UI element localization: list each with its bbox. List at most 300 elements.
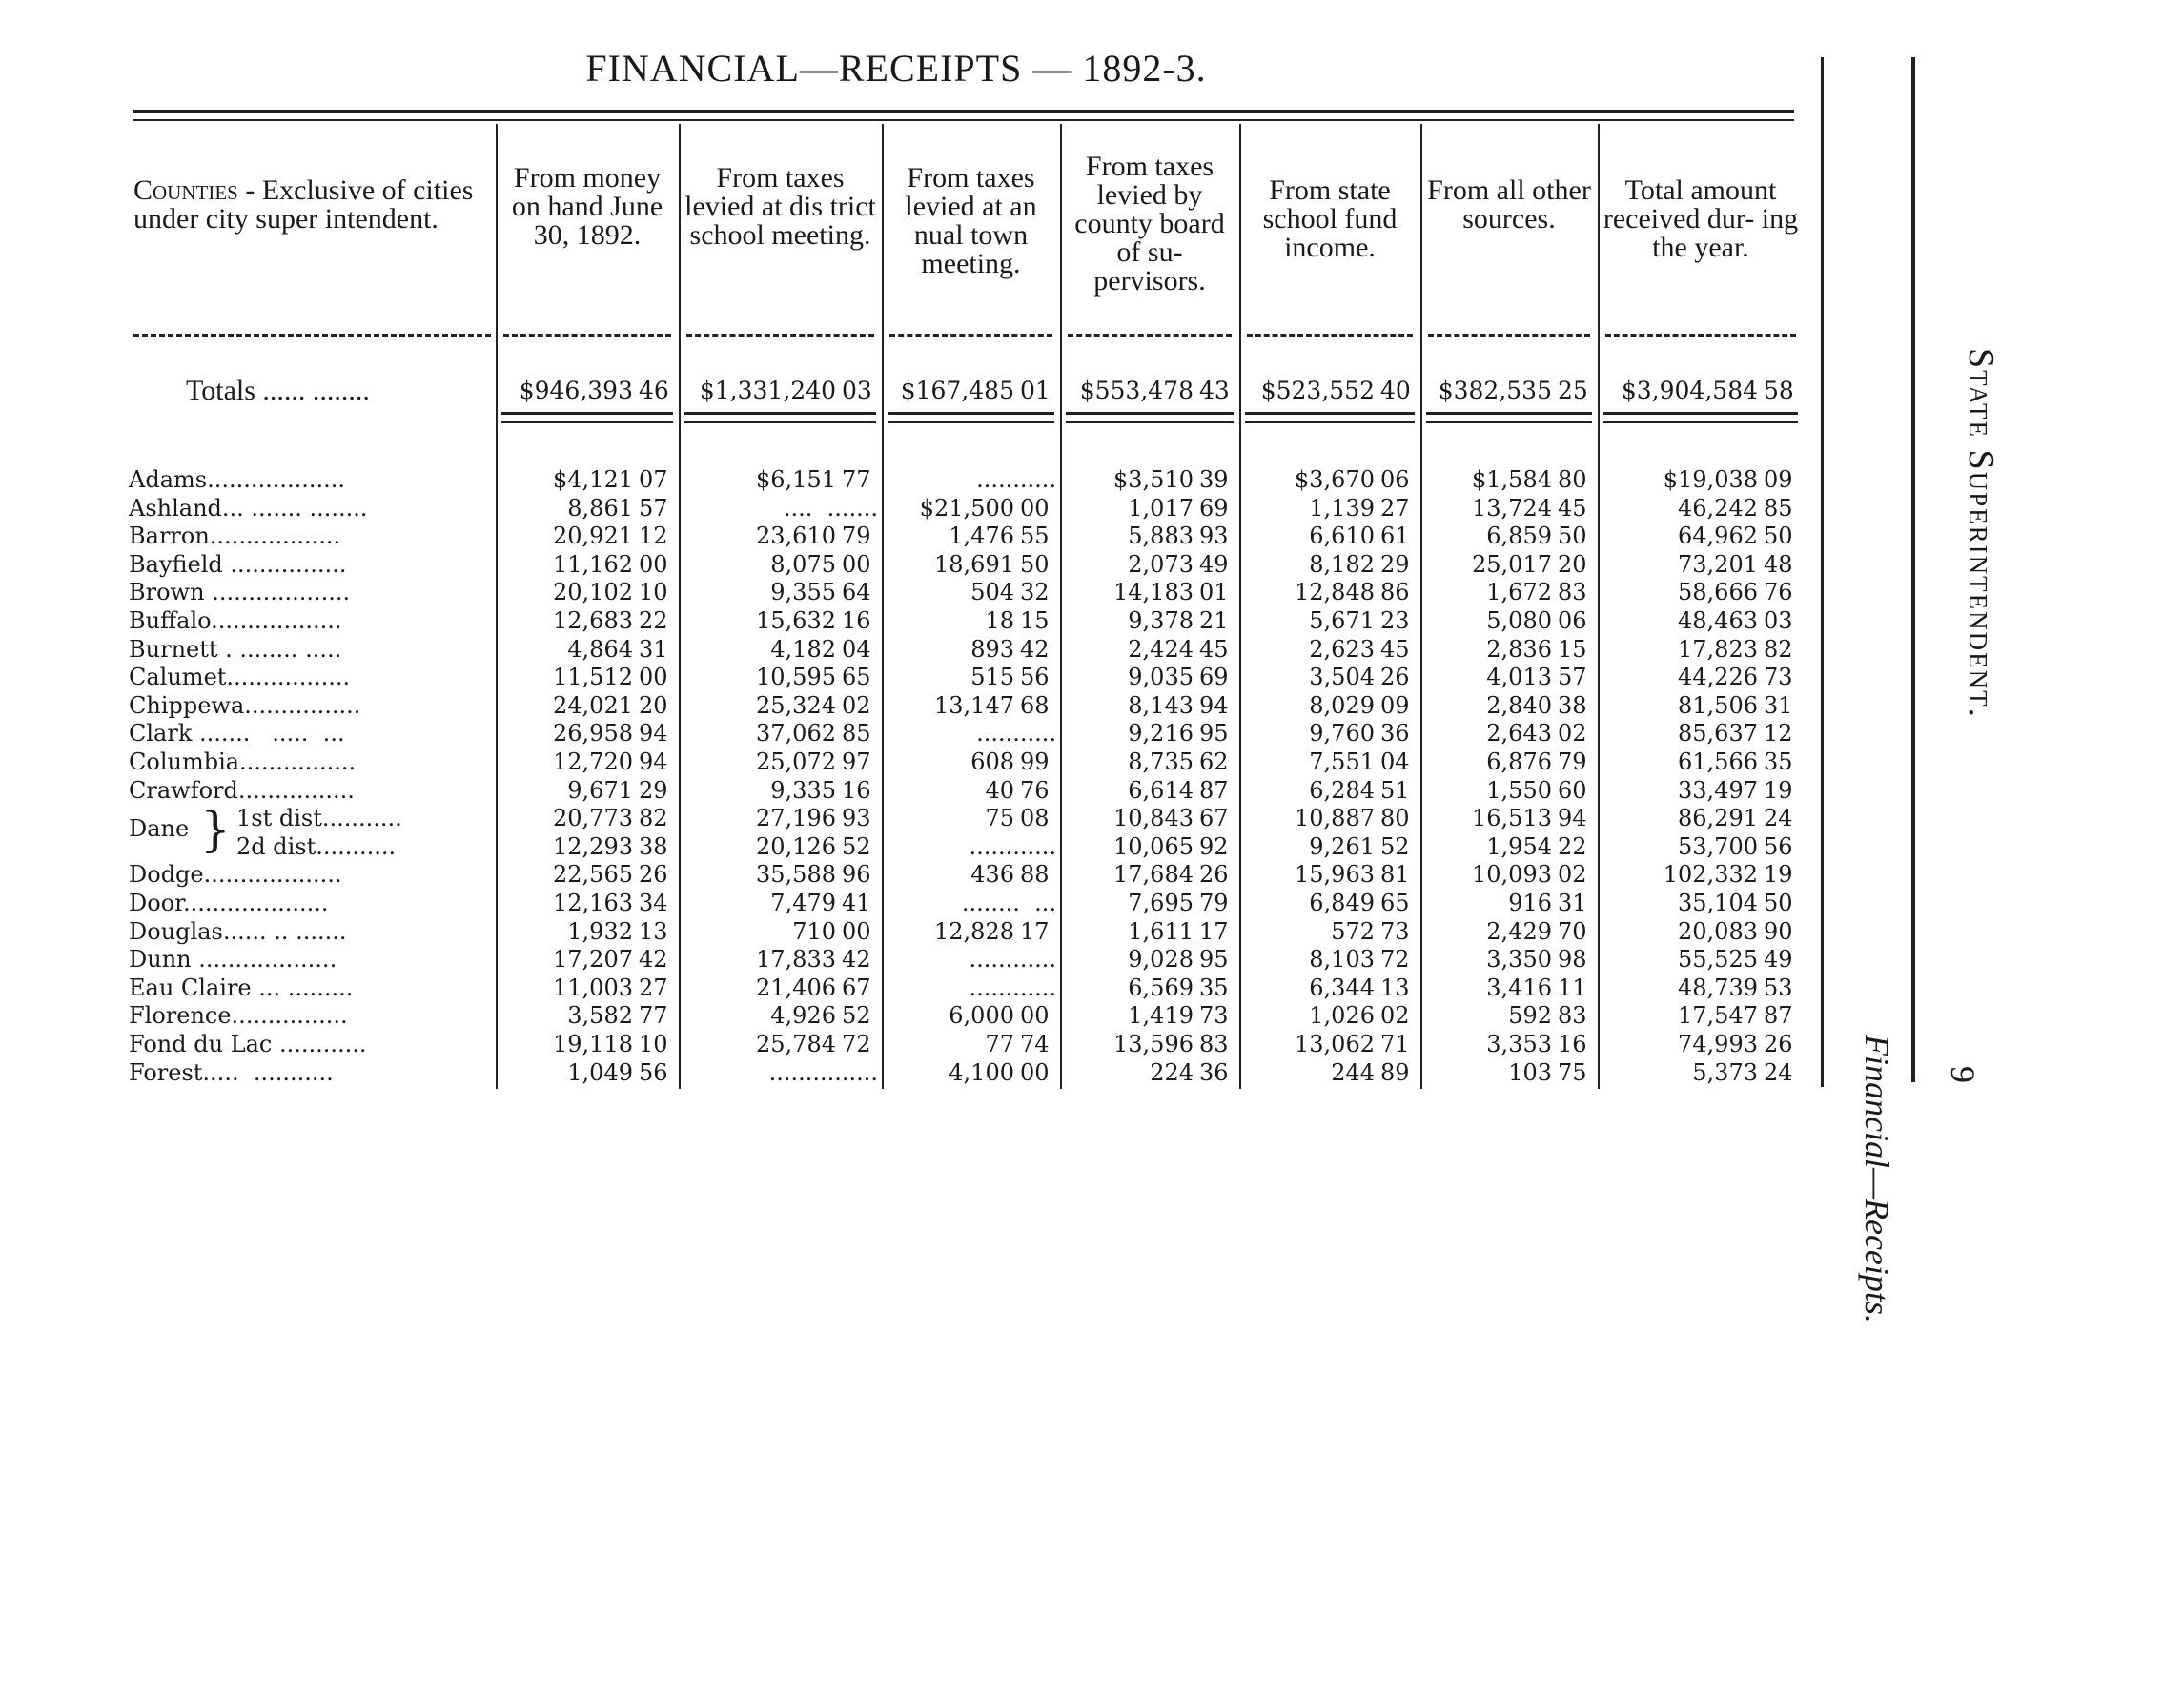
cell-dollars: 11,512 — [553, 664, 633, 690]
cell-dollars: 504 — [970, 579, 1014, 605]
cell-cents: 00 — [842, 551, 871, 578]
cell-dollars: 61,566 — [1678, 748, 1758, 775]
cell-cents: 81 — [1380, 861, 1410, 888]
cell-dollars: 6,876 — [1486, 748, 1552, 775]
cell-dollars: 9,261 — [1309, 833, 1375, 860]
cell-dollars: 436 — [970, 861, 1014, 888]
page-number: 9 — [1944, 1066, 1982, 1083]
cell-dollars: 6,569 — [1128, 974, 1194, 1001]
cell-dollars: 20,126 — [756, 833, 836, 860]
cell-dollars: 5,883 — [1128, 523, 1194, 549]
cell-cents: 10 — [639, 579, 668, 605]
cell-dollars: 592 — [1508, 1002, 1552, 1029]
column-head: Total amount received dur- ing the year. — [1602, 174, 1799, 263]
cell-cents: 15 — [1558, 636, 1587, 663]
county-label: Ashland... ....... ........ — [129, 495, 368, 522]
cell-cents: 23 — [1380, 607, 1410, 634]
page-title: FINANCIAL—RECEIPTS — 1892-3. — [585, 47, 1207, 90]
cell-dollars: 1,954 — [1486, 833, 1552, 860]
cell-dollars: 4,926 — [770, 1002, 836, 1029]
cell-dollars: 17,684 — [1113, 861, 1194, 888]
cell-cents: 67 — [842, 974, 871, 1001]
cell-cents: 85 — [842, 720, 871, 747]
cell-cents: 02 — [1380, 1002, 1410, 1029]
column-head: From money on hand June 30, 1892. — [511, 162, 663, 251]
totals-value: $167,485 — [900, 377, 1014, 404]
cell-dollars: 77 — [985, 1031, 1014, 1057]
cell-dollars: 9,028 — [1128, 946, 1194, 973]
cell-dollars: 86,291 — [1678, 805, 1758, 831]
cell-dollars: 17,547 — [1678, 1002, 1758, 1029]
head-underline — [1428, 334, 1590, 337]
totals-rule — [1603, 421, 1798, 423]
head-underline — [1068, 334, 1232, 337]
cell-leader: ............... — [768, 1059, 878, 1086]
cell-cents: 03 — [1764, 607, 1793, 634]
cell-dollars: $6,151 — [756, 466, 836, 493]
cell-dollars: 6,849 — [1309, 890, 1375, 916]
cell-dollars: 18,691 — [934, 551, 1014, 578]
totals-rule — [501, 412, 673, 415]
cell-dollars: 893 — [970, 636, 1014, 663]
totals-value: $3,904,584 — [1621, 377, 1758, 404]
county-label: Brown ................... — [129, 579, 351, 605]
cell-cents: 88 — [1020, 861, 1050, 888]
cell-cents: 49 — [1199, 551, 1229, 578]
cell-cents: 36 — [1380, 720, 1410, 747]
cell-cents: 26 — [1199, 861, 1229, 888]
cell-cents: 08 — [1020, 805, 1050, 831]
cell-dollars: 3,353 — [1486, 1031, 1552, 1057]
cell-cents: 65 — [1380, 890, 1410, 916]
cell-cents: 02 — [842, 692, 871, 719]
cell-dollars: 15,963 — [1295, 861, 1375, 888]
cell-dollars: 9,035 — [1128, 664, 1194, 690]
totals-value: $946,393 — [519, 377, 633, 404]
county-label: Columbia................ — [129, 748, 357, 775]
cell-cents: 94 — [1558, 805, 1587, 831]
cell-cents: 93 — [842, 805, 871, 831]
cell-dollars: 22,565 — [553, 861, 633, 888]
outer-margin-rule — [1911, 57, 1915, 1082]
cell-cents: 56 — [1764, 833, 1793, 860]
counties-head-smallcaps: Counties — [133, 174, 238, 206]
county-label: Calumet................. — [129, 664, 351, 690]
cell-cents: 48 — [1764, 551, 1793, 578]
cell-dollars: $3,670 — [1295, 466, 1375, 493]
county-label: Florence................ — [129, 1002, 348, 1029]
cell-dollars: 103 — [1508, 1059, 1552, 1086]
cell-dollars: 710 — [792, 918, 836, 945]
cell-dollars: 2,840 — [1486, 692, 1552, 719]
cell-dollars: 26,958 — [553, 720, 633, 747]
cell-cents: 55 — [1020, 523, 1050, 549]
cell-cents: 06 — [1558, 607, 1587, 634]
totals-rule — [1603, 412, 1798, 415]
cell-dollars: 1,672 — [1486, 579, 1552, 605]
cell-cents: 09 — [1380, 692, 1410, 719]
cell-dollars: $4,121 — [553, 466, 633, 493]
cell-cents: 41 — [842, 890, 871, 916]
cell-dollars: 102,332 — [1663, 861, 1758, 888]
cell-dollars: 35,588 — [756, 861, 836, 888]
cell-cents: 50 — [1020, 551, 1050, 578]
cell-dollars: 58,666 — [1678, 579, 1758, 605]
dane-label: Dane — [129, 815, 190, 842]
cell-cents: 00 — [842, 918, 871, 945]
cell-dollars: 23,610 — [756, 523, 836, 549]
cell-cents: 17 — [1199, 918, 1229, 945]
cell-dollars: 25,324 — [756, 692, 836, 719]
cell-cents: 61 — [1380, 523, 1410, 549]
cell-leader: ............ — [969, 946, 1056, 973]
totals-rule — [1066, 421, 1234, 423]
head-underline — [503, 334, 671, 337]
county-label: Door.................... — [129, 890, 329, 916]
cell-dollars: 12,720 — [553, 748, 633, 775]
cell-dollars: 5,373 — [1692, 1059, 1758, 1086]
cell-dollars: 20,083 — [1678, 918, 1758, 945]
cell-cents: 70 — [1558, 918, 1587, 945]
cell-dollars: 4,013 — [1486, 664, 1552, 690]
county-label: Burnett . ........ ..... — [129, 636, 342, 663]
column-head: From taxes levied at an nual town meeting. — [905, 162, 1037, 279]
cell-dollars: 25,784 — [756, 1031, 836, 1057]
cell-leader: .... ....... — [783, 495, 878, 522]
county-label: Adams................... — [129, 466, 346, 493]
head-underline — [686, 334, 874, 337]
cell-dollars: 10,093 — [1472, 861, 1552, 888]
cell-dollars: 6,284 — [1309, 777, 1375, 804]
cell-dollars: 1,139 — [1309, 495, 1375, 522]
cell-dollars: 25,017 — [1472, 551, 1552, 578]
cell-cents: 12 — [1764, 720, 1793, 747]
cell-cents: 50 — [1558, 523, 1587, 549]
column-head: From all other sources. — [1427, 174, 1591, 235]
totals-cents: 25 — [1558, 377, 1588, 404]
cell-dollars: 12,683 — [553, 607, 633, 634]
totals-rule — [684, 421, 876, 423]
cell-dollars: 4,864 — [567, 636, 633, 663]
cell-cents: 87 — [1764, 1002, 1793, 1029]
cell-cents: 16 — [842, 607, 871, 634]
cell-dollars: 10,065 — [1113, 833, 1194, 860]
cell-dollars: 20,102 — [553, 579, 633, 605]
cell-dollars: 48,463 — [1678, 607, 1758, 634]
cell-cents: 16 — [1558, 1031, 1587, 1057]
county-label: 2d dist........... — [236, 833, 397, 860]
cell-cents: 00 — [639, 551, 668, 578]
cell-cents: 74 — [1020, 1031, 1050, 1057]
cell-cents: 32 — [1020, 579, 1050, 605]
cell-dollars: 3,416 — [1486, 974, 1552, 1001]
cell-cents: 73 — [1764, 664, 1793, 690]
cell-cents: 00 — [1020, 1002, 1050, 1029]
cell-dollars: 40 — [985, 777, 1014, 804]
dane-brace: } — [200, 802, 231, 857]
cell-cents: 79 — [1199, 890, 1229, 916]
cell-cents: 51 — [1380, 777, 1410, 804]
cell-dollars: 25,072 — [756, 748, 836, 775]
cell-dollars: 4,182 — [770, 636, 836, 663]
cell-cents: 45 — [1380, 636, 1410, 663]
counties-head-rest: - Exclusive of cities under city super intendent. — [133, 174, 474, 235]
cell-dollars: 73,201 — [1678, 551, 1758, 578]
cell-cents: 27 — [1380, 495, 1410, 522]
cell-dollars: $3,510 — [1113, 466, 1194, 493]
cell-cents: 21 — [1199, 607, 1229, 634]
cell-cents: 80 — [1558, 466, 1587, 493]
cell-dollars: 5,080 — [1486, 607, 1552, 634]
cell-dollars: 6,614 — [1128, 777, 1194, 804]
cell-cents: 13 — [1380, 974, 1410, 1001]
cell-dollars: 10,595 — [756, 664, 836, 690]
cell-dollars: 8,861 — [567, 495, 633, 522]
cell-dollars: 8,182 — [1309, 551, 1375, 578]
cell-cents: 94 — [639, 720, 668, 747]
cell-dollars: 2,424 — [1128, 636, 1194, 663]
cell-dollars: 3,582 — [567, 1002, 633, 1029]
cell-cents: 04 — [1380, 748, 1410, 775]
cell-dollars: 20,773 — [553, 805, 633, 831]
county-label: Douglas...... .. ....... — [129, 918, 347, 945]
top-rule-thin — [133, 119, 1794, 121]
cell-cents: 34 — [639, 890, 668, 916]
county-label: Fond du Lac ............ — [129, 1031, 367, 1057]
cell-dollars: 27,196 — [756, 805, 836, 831]
cell-cents: 57 — [1558, 664, 1587, 690]
totals-cents: 40 — [1380, 377, 1411, 404]
totals-value: $382,535 — [1438, 377, 1552, 404]
cell-cents: 56 — [639, 1059, 668, 1086]
cell-cents: 95 — [1199, 720, 1229, 747]
cell-cents: 52 — [842, 1002, 871, 1029]
cell-dollars: 10,843 — [1113, 805, 1194, 831]
cell-dollars: 7,479 — [770, 890, 836, 916]
cell-dollars: 33,497 — [1678, 777, 1758, 804]
running-title: Financial—Receipts. — [1858, 1035, 1896, 1323]
cell-dollars: 9,671 — [567, 777, 633, 804]
cell-dollars: 10,887 — [1295, 805, 1375, 831]
cell-cents: 79 — [1558, 748, 1587, 775]
cell-cents: 69 — [1199, 664, 1229, 690]
cell-cents: 31 — [1558, 890, 1587, 916]
cell-cents: 52 — [1380, 833, 1410, 860]
cell-cents: 07 — [639, 466, 668, 493]
counties-column-head — [133, 176, 491, 234]
cell-cents: 62 — [1199, 748, 1229, 775]
county-label: Clark ....... ..... ... — [129, 720, 345, 747]
cell-cents: 26 — [1380, 664, 1410, 690]
cell-dollars: $1,584 — [1472, 466, 1552, 493]
cell-dollars: 15,632 — [756, 607, 836, 634]
cell-cents: 75 — [1558, 1059, 1587, 1086]
cell-cents: 11 — [1558, 974, 1587, 1001]
cell-cents: 00 — [1020, 1059, 1050, 1086]
cell-leader: ........... — [976, 466, 1056, 493]
cell-dollars: 11,162 — [553, 551, 633, 578]
cell-cents: 42 — [842, 946, 871, 973]
cell-cents: 82 — [639, 805, 668, 831]
cell-dollars: 3,350 — [1486, 946, 1552, 973]
cell-cents: 15 — [1020, 607, 1050, 634]
cell-dollars: 9,335 — [770, 777, 836, 804]
cell-cents: 20 — [1558, 551, 1587, 578]
cell-dollars: $21,500 — [919, 495, 1014, 522]
cell-dollars: 12,163 — [553, 890, 633, 916]
totals-rule — [1066, 412, 1234, 415]
head-underline — [133, 334, 491, 337]
cell-dollars: 8,103 — [1309, 946, 1375, 973]
column-head: From taxes levied by county board of su- pervisors. — [1074, 151, 1225, 297]
totals-rule — [1426, 421, 1592, 423]
cell-dollars: 17,823 — [1678, 636, 1758, 663]
cell-cents: 02 — [1558, 720, 1587, 747]
cell-cents: 90 — [1764, 918, 1793, 945]
cell-cents: 72 — [1380, 946, 1410, 973]
cell-cents: 50 — [1764, 523, 1793, 549]
cell-cents: 31 — [639, 636, 668, 663]
totals-cents: 03 — [842, 377, 872, 404]
cell-dollars: 7,695 — [1128, 890, 1194, 916]
county-label: Forest..... ........... — [129, 1059, 334, 1086]
cell-dollars: 1,550 — [1486, 777, 1552, 804]
cell-cents: 39 — [1199, 466, 1229, 493]
cell-cents: 10 — [639, 1031, 668, 1057]
cell-dollars: 6,610 — [1309, 523, 1375, 549]
cell-cents: 04 — [842, 636, 871, 663]
cell-leader: ............ — [969, 833, 1056, 860]
cell-cents: 53 — [1764, 974, 1793, 1001]
cell-dollars: 2,643 — [1486, 720, 1552, 747]
cell-dollars: 9,760 — [1309, 720, 1375, 747]
running-header: State Superintendent. — [1961, 348, 2001, 720]
cell-cents: 72 — [842, 1031, 871, 1057]
cell-cents: 82 — [1764, 636, 1793, 663]
cell-cents: 36 — [1199, 1059, 1229, 1086]
county-label: Dunn ................... — [129, 946, 337, 973]
county-label: Eau Claire ... ......... — [129, 974, 354, 1001]
totals-rule — [888, 421, 1054, 423]
cell-dollars: 13,147 — [934, 692, 1014, 719]
cell-cents: 71 — [1380, 1031, 1410, 1057]
cell-cents: 45 — [1199, 636, 1229, 663]
cell-cents: 49 — [1764, 946, 1793, 973]
cell-dollars: 37,062 — [756, 720, 836, 747]
cell-cents: 38 — [1558, 692, 1587, 719]
cell-dollars: 2,429 — [1486, 918, 1552, 945]
cell-dollars: 1,419 — [1128, 1002, 1194, 1029]
cell-cents: 85 — [1764, 495, 1793, 522]
cell-dollars: 74,993 — [1678, 1031, 1758, 1057]
cell-cents: 26 — [639, 861, 668, 888]
county-label: Barron.................. — [129, 523, 341, 549]
cell-dollars: 24,021 — [553, 692, 633, 719]
cell-cents: 64 — [842, 579, 871, 605]
cell-cents: 86 — [1380, 579, 1410, 605]
totals-rule — [1245, 421, 1415, 423]
cell-dollars: 8,029 — [1309, 692, 1375, 719]
cell-cents: 01 — [1199, 579, 1229, 605]
cell-cents: 95 — [1199, 946, 1229, 973]
cell-cents: 77 — [842, 466, 871, 493]
cell-cents: 87 — [1199, 777, 1229, 804]
county-label: Chippewa................ — [129, 692, 361, 719]
cell-dollars: 6,344 — [1309, 974, 1375, 1001]
cell-dollars: 20,921 — [553, 523, 633, 549]
cell-dollars: 9,355 — [770, 579, 836, 605]
cell-cents: 02 — [1558, 861, 1587, 888]
cell-cents: 24 — [1764, 805, 1793, 831]
cell-cents: 38 — [639, 833, 668, 860]
cell-cents: 22 — [639, 607, 668, 634]
cell-cents: 80 — [1380, 805, 1410, 831]
cell-cents: 29 — [1380, 551, 1410, 578]
cell-dollars: 44,226 — [1678, 664, 1758, 690]
cell-leader: ............ — [969, 974, 1056, 1001]
cell-dollars: 12,293 — [553, 833, 633, 860]
cell-cents: 16 — [842, 777, 871, 804]
cell-dollars: 1,017 — [1128, 495, 1194, 522]
cell-dollars: 2,073 — [1128, 551, 1194, 578]
cell-dollars: 46,242 — [1678, 495, 1758, 522]
county-label: Crawford................ — [129, 777, 355, 804]
cell-dollars: 85,637 — [1678, 720, 1758, 747]
cell-cents: 45 — [1558, 495, 1587, 522]
cell-cents: 35 — [1199, 974, 1229, 1001]
cell-cents: 22 — [1558, 833, 1587, 860]
cell-dollars: 13,062 — [1295, 1031, 1375, 1057]
cell-dollars: 608 — [970, 748, 1014, 775]
county-label: Bayfield ................ — [129, 551, 347, 578]
cell-dollars: 1,932 — [567, 918, 633, 945]
cell-cents: 65 — [842, 664, 871, 690]
cell-cents: 57 — [639, 495, 668, 522]
cell-dollars: 224 — [1150, 1059, 1194, 1086]
cell-dollars: 55,525 — [1678, 946, 1758, 973]
cell-dollars: 7,551 — [1309, 748, 1375, 775]
column-head: From taxes levied at dis trict school meeting. — [684, 162, 876, 251]
cell-cents: 99 — [1020, 748, 1050, 775]
cell-dollars: 1,611 — [1128, 918, 1194, 945]
cell-cents: 20 — [639, 692, 668, 719]
cell-dollars: 6,000 — [949, 1002, 1014, 1029]
cell-cents: 73 — [1199, 1002, 1229, 1029]
cell-dollars: 13,724 — [1472, 495, 1552, 522]
cell-cents: 56 — [1020, 664, 1050, 690]
cell-cents: 52 — [842, 833, 871, 860]
cell-cents: 60 — [1558, 777, 1587, 804]
totals-cents: 46 — [639, 377, 669, 404]
top-rule-thick — [133, 110, 1794, 113]
cell-dollars: 1,049 — [567, 1059, 633, 1086]
cell-dollars: 2,836 — [1486, 636, 1552, 663]
cell-dollars: 5,671 — [1309, 607, 1375, 634]
cell-cents: 50 — [1764, 890, 1793, 916]
totals-value: $1,331,240 — [699, 377, 836, 404]
cell-dollars: 6,859 — [1486, 523, 1552, 549]
cell-cents: 98 — [1558, 946, 1587, 973]
cell-cents: 94 — [639, 748, 668, 775]
column-head: From state school fund income. — [1262, 174, 1398, 263]
cell-cents: 94 — [1199, 692, 1229, 719]
head-underline — [1605, 334, 1796, 337]
cell-dollars: 14,183 — [1113, 579, 1194, 605]
cell-cents: 97 — [842, 748, 871, 775]
head-underline — [1247, 334, 1413, 337]
cell-cents: 31 — [1764, 692, 1793, 719]
totals-rule — [1426, 412, 1592, 415]
